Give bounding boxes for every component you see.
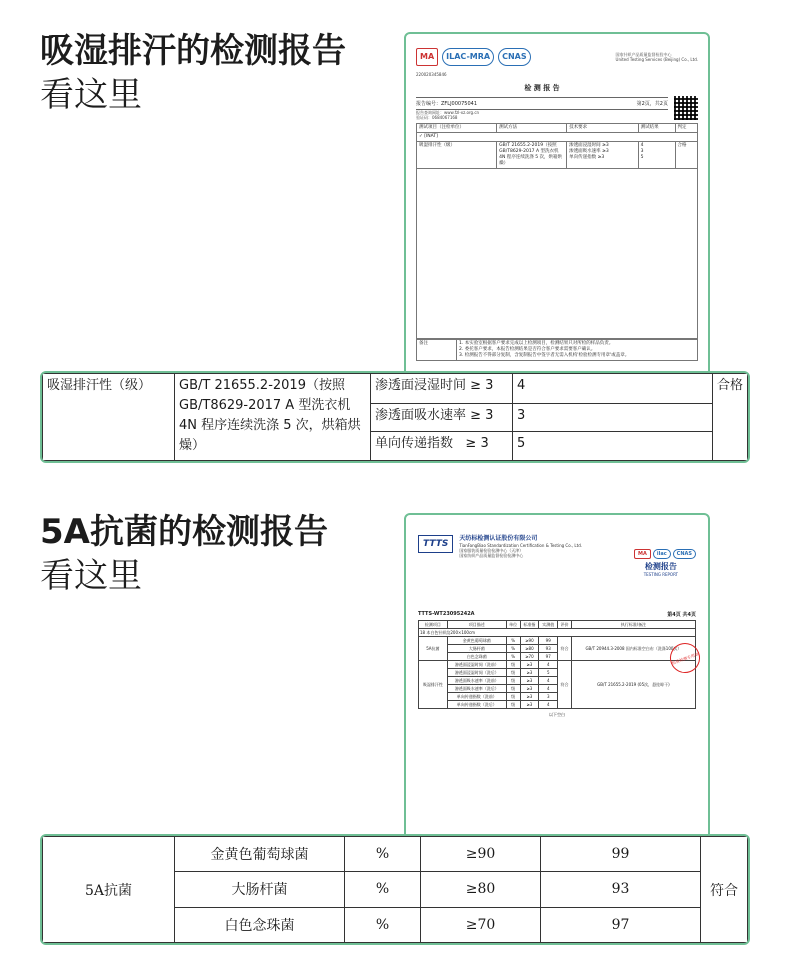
section2-subtitle: 看这里 [40, 556, 142, 596]
t2-row2-req: ≥80 [421, 872, 541, 907]
t1-row2-name: 渗透面吸水速率 ≥ 3 [371, 404, 513, 432]
t1-row2-value: 3 [513, 404, 713, 432]
cma-logo-2: MA [634, 549, 651, 559]
report-blank-area [416, 169, 698, 339]
verify-code: 验证码：0684067168 [416, 115, 458, 120]
t2-row1-name: 金黄色葡萄球菌 [175, 837, 345, 872]
col-judge: 判定 [675, 124, 697, 133]
section1-title: 吸湿排汗的检测报告 [40, 31, 346, 71]
report-number-2: TTTS-WT23095242A [418, 611, 475, 617]
antibacterial-report-document [404, 513, 710, 843]
report-logo-row [416, 42, 698, 72]
verify-site: 报告查询网址：www.fzl-xz.org.cn [416, 110, 480, 115]
t2-group: 5A抗菌 [43, 837, 175, 943]
t1-row1-name: 渗透面浸湿时间 ≥ 3 [371, 374, 513, 404]
mini-row-method: GB/T 21655.2-2019（按照 GB/T8629-2017 A 型洗衣机 4N 程序连续洗涤 5 次，烘箱烘燥） [497, 142, 567, 169]
report-mini-table [416, 123, 698, 169]
ilac-logo-2: ilac [653, 549, 671, 559]
report-meta-2 [418, 611, 696, 618]
mini-row-judge: 合格 [675, 142, 697, 169]
report-meta [416, 97, 668, 110]
cnas-logo: CNAS [498, 48, 531, 66]
t1-row3-name: 单向传递指数 ≥ 3 [371, 432, 513, 461]
section1-subtitle: 看这里 [40, 75, 142, 115]
d-group1-std: GB/T 20944.3-2008 国内标准空白布（洗涤100次） [571, 637, 695, 661]
report-number: 报告编号：ZFLJ00075041 [416, 101, 478, 107]
cma-logo: MA [416, 48, 438, 66]
col-item: 测试项目（注检单位） [417, 124, 497, 133]
t1-judge: 合格 [713, 374, 748, 461]
t2-row3-name: 白色念珠菌 [175, 907, 345, 942]
mini-row-lines: 渗透面浸湿时间 ≥3 渗透面吸水速率 ≥3 单向传递指数 ≥3 [567, 142, 638, 169]
t2-row1-unit: % [345, 837, 421, 872]
d-group2-std: GB/T 21655.2-2019 (05次，悬挂晾干) [571, 661, 695, 709]
row-check: ✓ [INAT] [417, 133, 698, 142]
t2-judge: 符合 [701, 837, 748, 943]
ilac-logo: ILAC-MRA [442, 48, 494, 66]
report-page-2: 第4页 共4页 [667, 612, 696, 618]
inspection-stamp-icon: 检验检测专用章 [666, 639, 704, 677]
section2-title: 5A抗菌的检测报告 [40, 512, 328, 552]
notes-label: 备注 [417, 340, 457, 361]
t1-row1-value: 4 [513, 374, 713, 404]
report-notes: 备注 1. 本实验室根据客户要求完成以上检测项目，检测结果只对所检的样品负责。 2. 委托客户要求，本报告检测结果是否符合客户要求需要客户确认。 3. 检测报告不得部分复制，含复制报告中签字者无需入机构'检验检测专用章'或盖章。 [416, 339, 698, 361]
tts-org-en: TianFangBiao Standardization Certification & Testing Co., Ltd. [459, 543, 583, 548]
cnas-logo-2: CNAS [673, 549, 696, 559]
sample-row: 18 本白色针织纹200×100cm [419, 629, 696, 637]
col-req: 技术要求 [567, 124, 638, 133]
t2-row3-value: 97 [541, 907, 701, 942]
qr-code-icon [674, 96, 698, 120]
mini-row-item: 吸湿排汗性（级） [417, 142, 497, 169]
report-heading: 检 测 报 告 [524, 84, 560, 92]
org-name-en: United Testing Services (Beijing) Co., Ltd. [615, 57, 698, 62]
cma-number: 220020345846 [416, 72, 447, 77]
t2-row3-unit: % [345, 907, 421, 942]
moisture-report-document [404, 32, 710, 377]
d-group2: 吸湿排汗性 [419, 661, 448, 709]
t2-row2-name: 大肠杆菌 [175, 872, 345, 907]
report-heading-2: 检测报告 TESTING REPORT [643, 562, 678, 577]
antibacterial-result-table [40, 834, 750, 945]
moisture-result-table [40, 371, 750, 463]
col-result: 测试结果 [638, 124, 675, 133]
tts-logo: TTTS [418, 535, 453, 553]
t1-item: 吸湿排汗性（级） [43, 374, 175, 461]
mini-row-values: 4 3 5 [638, 142, 675, 169]
report-footer: 以下空白 [549, 712, 565, 717]
report-detail-table: 检测项目 项目描述 单位 标准指 实测值 评价 执行标准/备注 18 本白色针织纹200×100cm 5A抗菌 金黄色葡萄球菌 % ≥90 99 符合 GB/T 20944.3-2008 国内标准空白布（洗涤100次） 大肠杆菌 % ≥80 93 白色念珠菌 % ≥70 97 吸湿排汗性 渗透面浸湿时间（洗前） 级 ≥3 4 符合 GB/T 21655.2-2019 (05次，悬挂晾干) 渗透面浸湿时间（洗后） 级 ≥3 5 渗透面吸水速率（洗前） 级 ≥3 4 渗透面吸水速率（洗后） 级 ≥3 4 单向传递指数（洗前） 级 ≥3 3 单向传递指数（洗后） 级 ≥3 4 [418, 620, 696, 709]
t2-row3-req: ≥70 [421, 907, 541, 942]
t2-row2-value: 93 [541, 872, 701, 907]
t1-row3-value: 5 [513, 432, 713, 461]
report-page: 第2页，共2页 [636, 101, 668, 107]
tts-org-sub1: 国家服装质量检验检测中心（天津） [459, 548, 524, 553]
tts-org-sub2: 国家纺织产品质量监督检验检测中心 [459, 553, 524, 558]
t2-row2-unit: % [345, 872, 421, 907]
tts-org-name: 天纺标检测认证股份有限公司 [459, 535, 538, 542]
t1-method: GB/T 21655.2-2019（按照 GB/T8629-2017 A 型洗衣机 4N 程序连续洗涤 5 次，烘箱烘燥） [175, 374, 371, 461]
tts-header [418, 535, 696, 559]
d-group1: 5A抗菌 [419, 637, 448, 661]
col-method: 测试方法 [497, 124, 567, 133]
t2-row1-value: 99 [541, 837, 701, 872]
t2-row1-req: ≥90 [421, 837, 541, 872]
org-name-cn: 国家针织产品质量监督检验中心 [615, 52, 672, 57]
